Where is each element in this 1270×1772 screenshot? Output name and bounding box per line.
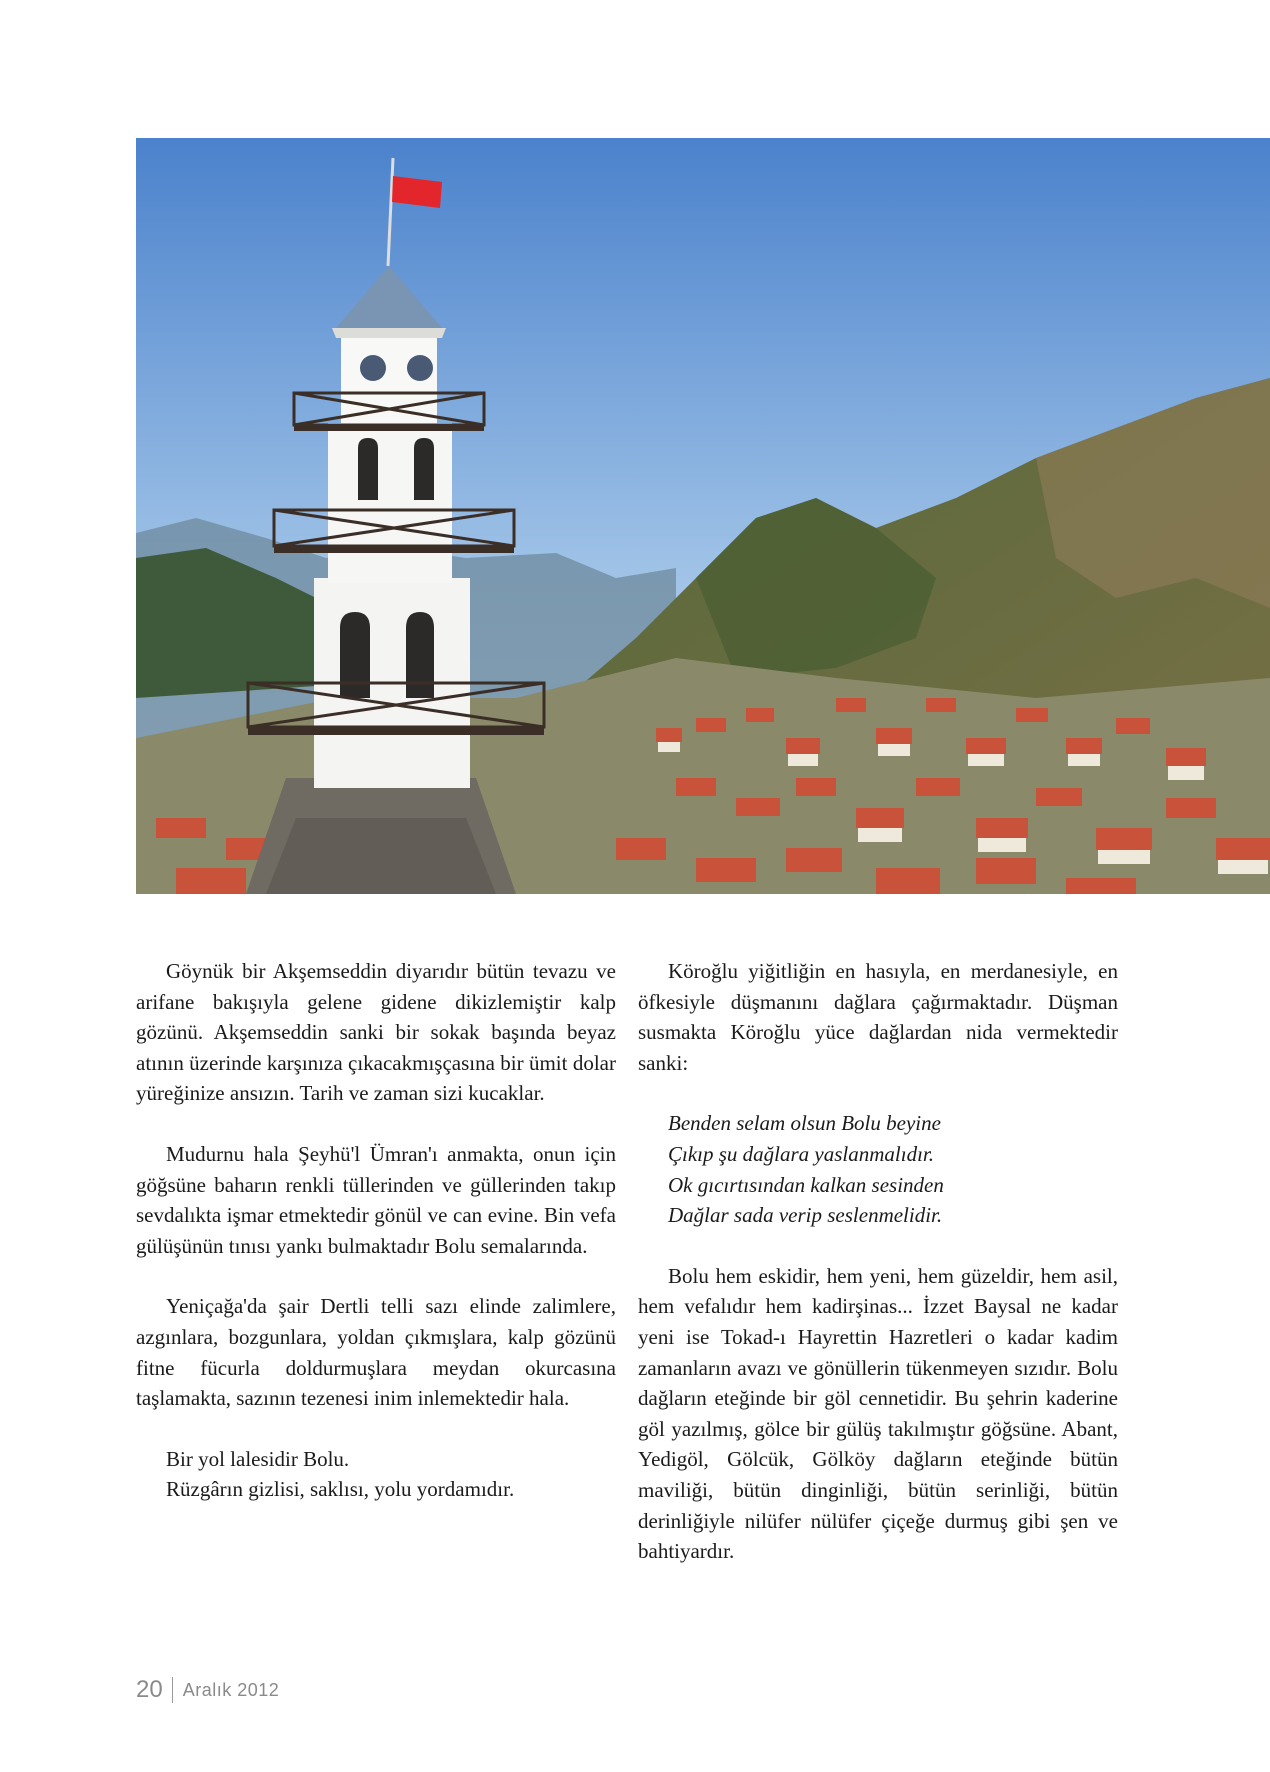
poem-line: Ok gıcırtısından kalkan sesinden [668, 1172, 944, 1197]
left-text-column [136, 956, 616, 1505]
closing-line: Bir yol lalesidir Bolu. [166, 1446, 350, 1471]
closing-line: Rüzgârın gizlisi, saklısı, yolu yordamıdır. [166, 1477, 515, 1502]
right-text-column [638, 956, 1118, 1567]
paragraph-mudurnu: Mudurnu hala Şeyhü'l Ümran'ı anmakta, onun için göğsüne baharın renkli tüllerinden ve güllerinden takıp sevdalıkta işmar etmektedir gönül ve can evine. Bin vefa gülüşünün tınısı yankı bulmaktadır Bolu semalarında. [136, 1141, 616, 1258]
header-photo [136, 138, 1270, 894]
issue-date: Aralık 2012 [182, 1679, 280, 1700]
poem-line: Çıkıp şu dağlara yaslanmalıdır. [668, 1141, 935, 1166]
paragraph-koroglu: Köroğlu yiğitliğin en hasıyla, en merdanesiyle, en öfkesiyle düşmanını dağlara çağırmaktadır. Düşman susmakta Köroğlu yüce dağlardan nida vermektedir sanki: [638, 959, 1118, 1075]
footer-divider [172, 1677, 173, 1703]
page-footer [136, 1676, 279, 1704]
closing-lines [166, 1444, 616, 1505]
paragraph-bolu: Bolu hem eskidir, hem yeni, hem güzeldir, hem asil, hem vefalıdır hem kadirşinas... İzzet Baysal ne kadar yeni ise Tokad-ı Hayrettin Hazretleri o kadar kadim zamanların avazı ve gönüllerin tükenmeyen sızıdır. Bolu dağların eteğinde bir göl cennetidir. Bu şehrin kaderine göl yazılmış, gölce bir gülüş takılmıştır göğsüne. Abant, Yedigöl, Gölcük, Gölköy dağların eteğinde bütün maviliği, bütün dinginliği, bütün serinliği, bütün derinliğiyle nilüfer nülüfer çiçeğe durmuş gibi şen ve bahtiyardır. [638, 1263, 1118, 1564]
poem-line: Benden selam olsun Bolu beyine [668, 1111, 941, 1136]
poem-line: Dağlar sada verip seslenmelidir. [668, 1203, 943, 1228]
clock-tower-landscape-image [136, 138, 1270, 894]
paragraph-goynuk: Göynük bir Akşemseddin diyarıdır bütün tevazu ve arifane bakışıyla gelene gidene dikizlemiştir kalp gözünü. Akşemseddin sanki bir sokak başında beyaz atının üzerinde karşınıza çıkacakmışçasına bir ümit dolar yüreğinize ansızın. Tarih ve zaman sizi kucaklar. [136, 959, 616, 1106]
page-number: 20 [136, 1676, 163, 1703]
poem-verse [668, 1108, 1118, 1230]
paragraph-yenicaga: Yeniçağa'da şair Dertli telli sazı elinde zalimlere, azgınlara, bozgunlara, yoldan çıkmışlara, kalp gözünü fitne fücurla doldurmuşlara meydan okurcasına taşlamakta, sazının tezenesi inim inlemektedir hala. [136, 1294, 616, 1411]
